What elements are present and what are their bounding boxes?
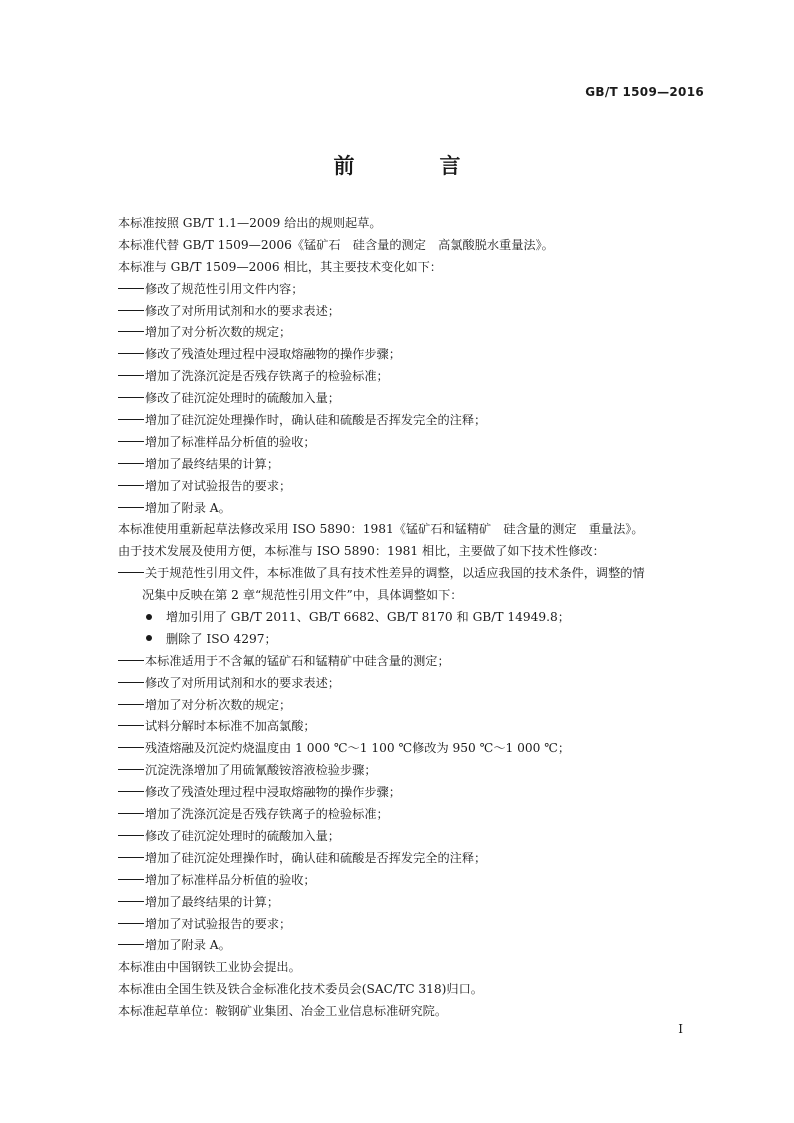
- dash-marker: [118, 397, 144, 398]
- change-item-text: 增加了标准样品分析值的验收；: [145, 434, 316, 449]
- change-item: [118, 410, 688, 432]
- change-item-text: 增加了对分析次数的规定；: [145, 697, 292, 712]
- dash-marker: [118, 923, 144, 924]
- paragraph-line: 本标准代替 GB/T 1509—2006《锰矿石 硅含量的测定 高氯酸脱水重量法》。: [118, 237, 554, 252]
- change-item-text: 增加了附录 A。: [145, 500, 231, 515]
- change-item: [118, 935, 688, 957]
- change-item: [118, 870, 688, 892]
- change-item-text: 沉淀洗涤增加了用硫氰酸铵溶液检验步骤；: [145, 763, 377, 778]
- paragraph-line: 本标准起草单位：鞍钢矿业集团、冶金工业信息标准研究院。: [118, 1004, 448, 1019]
- change-item-text: 增加了对分析次数的规定；: [145, 325, 292, 340]
- change-item-text: 修改了硅沉淀处理时的硫酸加入量；: [145, 828, 340, 843]
- change-item-text: 修改了残渣处理过程中浸取熔融物的操作步骤；: [145, 347, 401, 362]
- paragraph-line: 本标准使用重新起草法修改采用 ISO 5890：1981《锰矿石和锰精矿 硅含量的测定 重量法》。: [118, 522, 644, 537]
- dash-marker: [118, 835, 144, 836]
- change-item-text: 修改了对所用试剂和水的要求表述；: [145, 675, 340, 690]
- change-item: [118, 826, 688, 848]
- change-item: [118, 388, 688, 410]
- paragraph-line: 本标准与 GB/T 1509—2006 相比，其主要技术变化如下：: [118, 259, 442, 274]
- paragraph-line: 本标准由中国钢铁工业协会提出。: [118, 960, 301, 975]
- change-item-text: 增加了标准样品分析值的验收；: [145, 872, 316, 887]
- change-item-text: 本标准适用于不含氟的锰矿石和锰精矿中硅含量的测定；: [145, 653, 450, 668]
- dash-marker: [118, 791, 144, 792]
- dash-marker: [118, 660, 144, 661]
- paragraph-line: 由于技术发展及使用方便，本标准与 ISO 5890：1981 相比，主要做了如下技术性修改：: [118, 544, 605, 559]
- change-item-text: 修改了规范性引用文件内容；: [145, 281, 304, 296]
- change-item-continuation: 况集中反映在第 2 章“规范性引用文件”中，具体调整如下：: [142, 588, 463, 603]
- change-item: [118, 432, 688, 454]
- dash-marker: [118, 463, 144, 464]
- change-item: [118, 804, 688, 826]
- bullet-icon: [146, 614, 152, 620]
- change-item-text: 增加了硅沉淀处理操作时，确认硅和硫酸是否挥发完全的注释；: [145, 413, 487, 428]
- dash-marker: [118, 944, 144, 945]
- change-item-text: 增加了洗涤沉淀是否残存铁离子的检验标准；: [145, 369, 389, 384]
- change-item: [118, 301, 688, 323]
- change-item-text: 修改了残渣处理过程中浸取熔融物的操作步骤；: [145, 785, 401, 800]
- dash-marker: [118, 419, 144, 420]
- change-item-text: 增加了洗涤沉淀是否残存铁离子的检验标准；: [145, 807, 389, 822]
- change-item-text: 关于规范性引用文件，本标准做了具有技术性差异的调整，以适应我国的技术条件，调整的情: [145, 566, 645, 581]
- dash-marker: [118, 288, 144, 289]
- document-body: [118, 213, 688, 1023]
- dash-marker: [118, 769, 144, 770]
- page-number: I: [678, 1022, 683, 1036]
- paragraph-line: 本标准由全国生铁及铁合金标准化技术委员会(SAC/TC 318)归口。: [118, 982, 483, 997]
- change-item: [118, 848, 688, 870]
- change-item-text: 增加了最终结果的计算；: [145, 456, 280, 471]
- page-title: 前 言: [333, 154, 493, 178]
- change-item: [118, 892, 688, 914]
- change-item: [118, 716, 688, 738]
- change-item: [118, 563, 688, 585]
- change-item: [118, 498, 688, 520]
- bullet-item-text: 删除了 ISO 4297；: [166, 631, 277, 646]
- change-item-text: 增加了对试验报告的要求；: [145, 916, 292, 931]
- change-item-text: 残渣熔融及沉淀灼烧温度由 1 000 ℃～1 100 ℃修改为 950 ℃～1 000 ℃；: [145, 741, 571, 756]
- change-item-text: 修改了硅沉淀处理时的硫酸加入量；: [145, 391, 340, 406]
- change-item-text: 增加了最终结果的计算；: [145, 894, 280, 909]
- change-item: [118, 366, 688, 388]
- change-item: [118, 476, 688, 498]
- dash-marker: [118, 857, 144, 858]
- change-item-text: 增加了硅沉淀处理操作时，确认硅和硫酸是否挥发完全的注释；: [145, 850, 487, 865]
- dash-marker: [118, 331, 144, 332]
- change-item: [118, 914, 688, 936]
- dash-marker: [118, 682, 144, 683]
- dash-marker: [118, 747, 144, 748]
- change-item-text: 增加了对试验报告的要求；: [145, 478, 292, 493]
- dash-marker: [118, 572, 144, 573]
- dash-marker: [118, 813, 144, 814]
- change-item: [118, 651, 688, 673]
- change-item: [118, 695, 688, 717]
- change-item-text: 增加了附录 A。: [145, 938, 231, 953]
- dash-marker: [118, 704, 144, 705]
- dash-marker: [118, 901, 144, 902]
- change-item: [118, 279, 688, 301]
- change-item: [118, 322, 688, 344]
- change-item: [118, 673, 688, 695]
- dash-marker: [118, 879, 144, 880]
- bullet-item-text: 增加引用了 GB/T 2011、GB/T 6682、GB/T 8170 和 GB/T 14949.8；: [166, 610, 570, 625]
- dash-marker: [118, 485, 144, 486]
- change-item: [118, 782, 688, 804]
- dash-marker: [118, 725, 144, 726]
- dash-marker: [118, 353, 144, 354]
- change-item: [118, 738, 688, 760]
- change-item: [118, 344, 688, 366]
- bullet-item: [118, 607, 688, 629]
- standard-code: GB/T 1509—2016: [585, 85, 704, 99]
- bullet-icon: [146, 635, 152, 641]
- paragraph-line: 本标准按照 GB/T 1.1—2009 给出的规则起草。: [118, 216, 382, 230]
- dash-marker: [118, 441, 144, 442]
- change-item-text: 修改了对所用试剂和水的要求表述；: [145, 303, 340, 318]
- bullet-item: [118, 629, 688, 651]
- dash-marker: [118, 375, 144, 376]
- change-item: [118, 454, 688, 476]
- dash-marker: [118, 507, 144, 508]
- change-item: [118, 760, 688, 782]
- dash-marker: [118, 310, 144, 311]
- change-item-text: 试料分解时本标准不加高氯酸；: [145, 719, 316, 734]
